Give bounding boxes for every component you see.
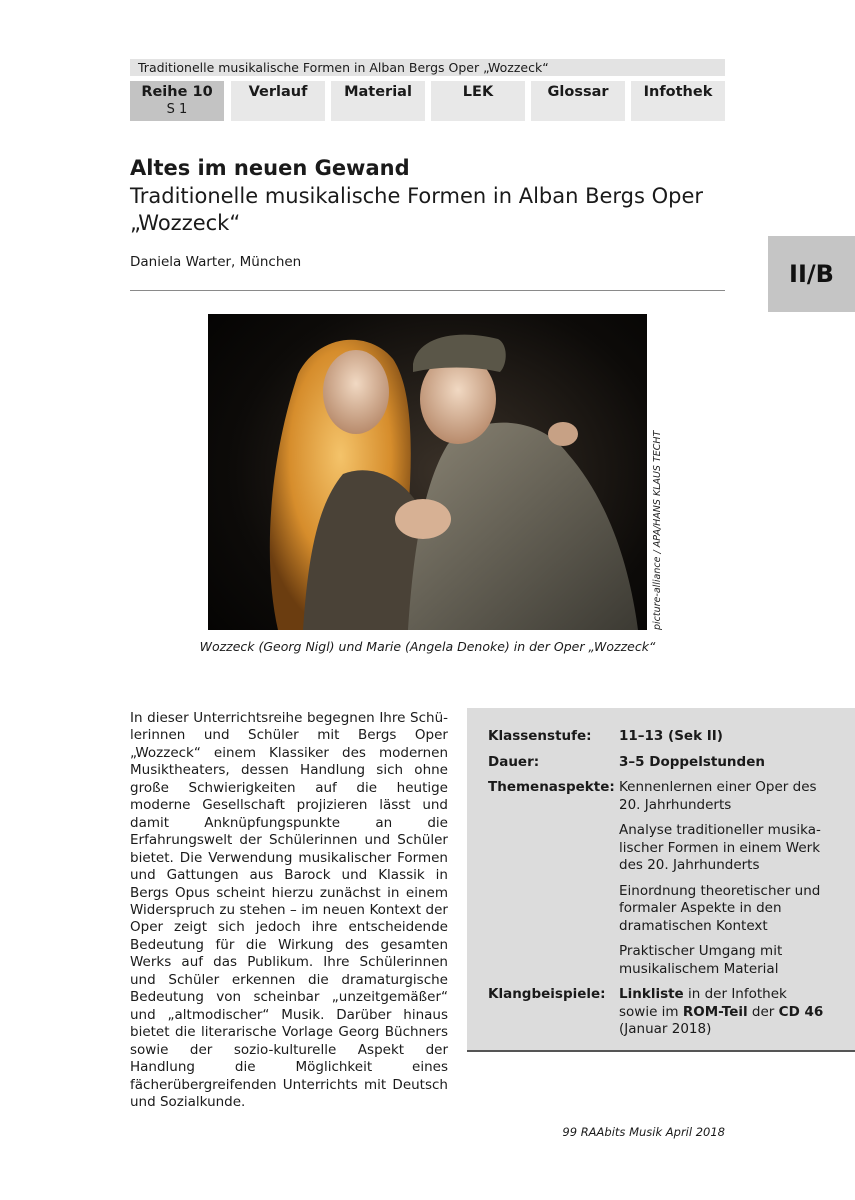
nav-current-series [130,81,224,121]
info-row-dauer [488,754,855,772]
info-label: Klangbeispiele: [488,986,606,1002]
info-value: 3–5 Doppelstunden [619,753,765,770]
opera-photo-illustration [208,314,647,630]
info-row-themenaspekte [488,779,855,978]
article-subtitle: Traditionelle musikalische Formen in Alban Bergs Oper „Wozzeck“ [130,184,704,235]
info-row-klangbeispiele [488,986,855,1039]
nav-tab-material[interactable]: Material [331,81,425,121]
photo-credit: picture-alliance / APA/HANS KLAUS TECHT [652,430,663,630]
info-label: Themenaspekte: [488,779,615,795]
opera-photo [208,314,647,630]
navigation-bar [130,81,725,121]
section-tab: II/B [768,236,855,312]
info-value: 11–13 (Sek II) [619,728,723,744]
author-line: Daniela Warter, München [130,254,302,270]
photo-caption: Wozzeck (Georg Nigl) und Marie (Angela Denoke) in der Oper „Wozzeck“ [199,639,656,654]
linkliste-link[interactable]: Linkliste [619,986,684,1002]
intro-text: In dieser Unterrichtsreihe begegnen Ihre Schülerinnen und Schüler mit Bergs Oper „Wozzeck“ einem Klassiker des modernen Musiktheaters, dessen Handlung sich ohne große Schwierigkeiten auf die heutige moderne Gesellschaft projizieren lässt und damit Anknüpfungspunkte an die Erfahrungswelt der Schülerinnen und Schüler bietet. Die Verwendung musikalischer Formen und Gattungen aus Barock und Klassik in Bergs Opus scheint hierzu zunächst in einem Widerspruch zu stehen – im neuen Kontext der Oper zeigt sich jedoch ihre entscheidende Bedeutung für die Wirkung des gesamten Werks auf das Publikum. Ihre Schülerinnen und Schüler erkennen die dramaturgische Bedeutung von scheinbar „unzeitgemäßer“ und „altmodischer“ Musik. Darüber hinaus bietet die literarische Vorlage Georg Büchners sowie der sozio-kulturelle Aspekt der Handlung die Möglichkeit eines fächerübergreifenden Unterrichts mit Deutsch und Sozialkunde. [130,710,448,1110]
theme-item: Einordnung theoretischer und formaler Aspekte in den dramatischen Kontext [619,882,821,934]
info-label: Dauer: [488,753,540,770]
info-label: Klassenstufe: [488,728,592,744]
running-header: Traditionelle musikalische Formen in Alban Bergs Oper „Wozzeck“ [130,59,725,76]
page-footer: 99 RAAbits Musik April 2018 [562,1125,725,1139]
theme-item: Kennenlernen einer Oper des 20. Jahrhunderts [619,779,817,813]
article-title: Altes im neuen Gewand [130,156,410,180]
nav-series-label: Reihe 10 [141,84,213,100]
theme-item: Praktischer Umgang mit musikalischem Material [619,943,783,977]
sound-examples: Linkliste in der Infothek sowie im ROM-Teil der CD 46 (Januar 2018) [619,986,824,1037]
nav-tab-glossar[interactable]: Glossar [531,81,625,121]
nav-tab-lek[interactable]: LEK [431,81,525,121]
divider [130,290,725,291]
nav-page-number: S 1 [166,102,188,117]
info-box [467,708,855,1052]
nav-tab-infothek[interactable]: Infothek [631,81,725,121]
theme-item: Analyse traditioneller musikalischer Formen in einem Werk des 20. Jahrhunderts [619,822,821,873]
nav-tab-verlauf[interactable]: Verlauf [231,81,325,121]
info-row-klassenstufe [488,728,855,746]
